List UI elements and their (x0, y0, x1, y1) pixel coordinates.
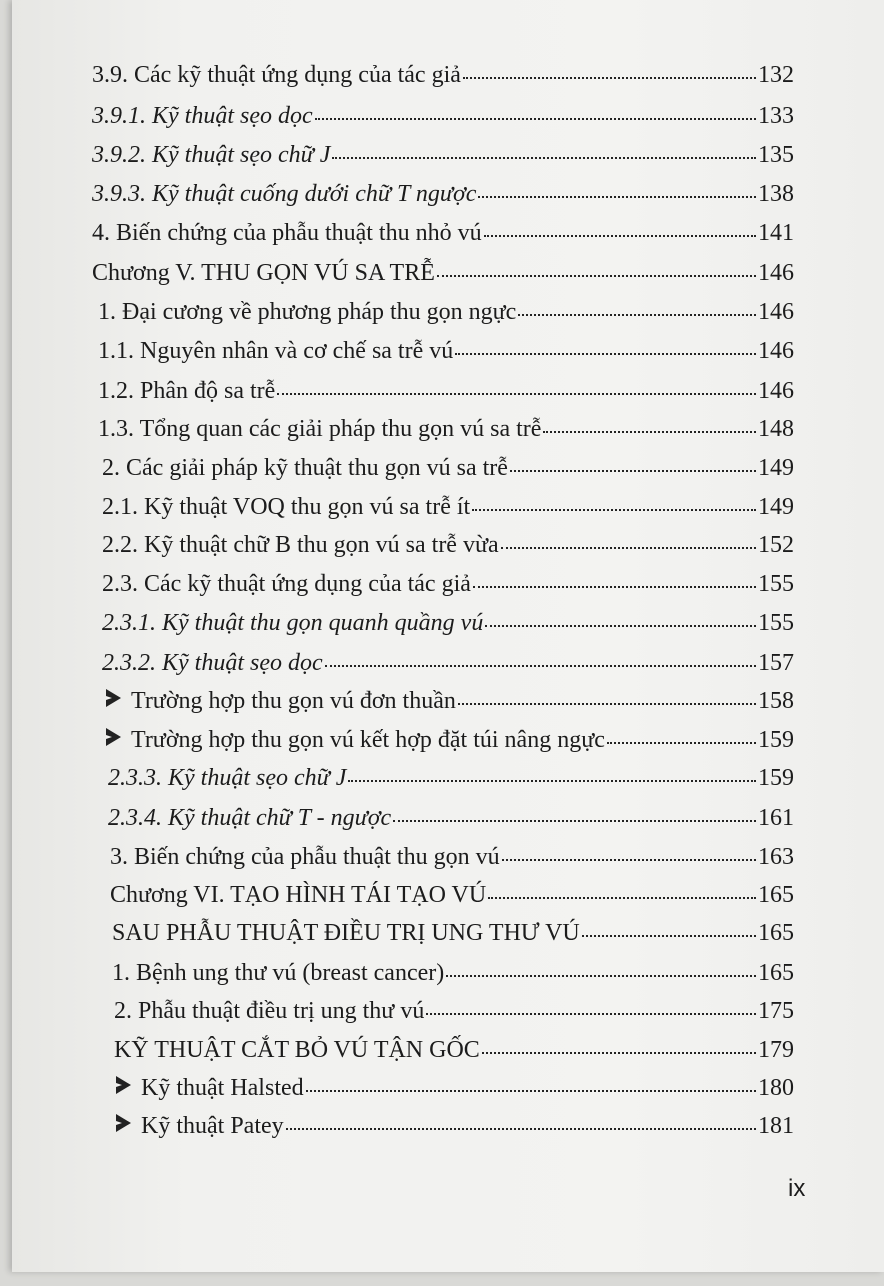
toc-page-number: 165 (758, 920, 794, 946)
toc-page-number: 149 (758, 494, 794, 520)
dot-leader (501, 545, 756, 549)
toc-entry (98, 414, 794, 444)
toc-page-number: 152 (758, 532, 794, 558)
toc-entry-title (110, 880, 486, 910)
toc-entry-text: 1. Bệnh ung thư vú (breast cancer) (112, 960, 445, 986)
toc-entry-text: 1.1. Nguyên nhân và cơ chế sa trễ vú (98, 338, 454, 364)
toc-entry (102, 492, 794, 522)
toc-page-number: 146 (758, 299, 794, 325)
toc-page-number: 159 (758, 727, 794, 753)
toc-entry-title (112, 918, 580, 948)
toc-entry (112, 958, 794, 988)
toc-entry-text: 2.2. Kỹ thuật chữ B thu gọn vú sa trễ vừa (102, 532, 499, 558)
toc-page-number: 148 (758, 416, 794, 442)
toc-entry-title (102, 453, 508, 483)
toc-entry-title (92, 60, 461, 90)
dot-leader (473, 584, 756, 588)
dot-leader (488, 895, 756, 899)
toc-page-number: 138 (758, 181, 794, 207)
toc-entry-title (102, 569, 471, 599)
toc-entry-text: 2.3.3. Kỹ thuật sẹo chữ J (108, 765, 347, 791)
toc-entry-text: 2.1. Kỹ thuật VOQ thu gọn vú sa trễ ít (102, 494, 471, 520)
toc-page-number: 159 (758, 765, 794, 791)
toc-entry-text: Kỹ thuật Halsted (141, 1075, 304, 1101)
dot-leader (437, 273, 756, 277)
toc-page-number: 181 (758, 1113, 794, 1139)
toc-entry-title (98, 297, 516, 327)
toc-page-number: 165 (758, 960, 794, 986)
page-folio: ix (788, 1175, 806, 1202)
toc-entry-title (114, 996, 424, 1026)
toc-page-number: 180 (758, 1075, 794, 1101)
toc-entry-title (102, 530, 499, 560)
toc-entry-text: Chương V. THU GỌN VÚ SA TRỄ (92, 260, 435, 286)
toc-entry (110, 880, 794, 910)
toc-page-number: 175 (758, 998, 794, 1024)
toc-entry-text: 1.3. Tổng quan các giải pháp thu gọn vú sa trễ (98, 416, 542, 442)
toc-page-number: 141 (758, 220, 794, 246)
dot-leader (463, 75, 756, 79)
arrow-bullet-icon (106, 689, 121, 707)
toc-entry (92, 179, 794, 209)
toc-entry (112, 918, 794, 948)
toc-entry-title (92, 218, 482, 248)
toc-page-number: 149 (758, 455, 794, 481)
toc-entry-title (112, 958, 444, 988)
toc-entry (92, 60, 794, 90)
toc-entry (116, 1073, 794, 1103)
dot-leader (458, 701, 756, 705)
dot-leader (485, 623, 756, 627)
toc-page-number: 135 (758, 142, 794, 168)
toc-entry (108, 803, 794, 833)
toc-entry-title (92, 179, 476, 209)
toc-entry (92, 218, 794, 248)
toc-entry-text: 2.3. Các kỹ thuật ứng dụng của tác giả (102, 571, 471, 597)
toc-entry-text: 3.9.3. Kỹ thuật cuống dưới chữ T ngược (92, 181, 477, 207)
toc-entry (102, 608, 794, 638)
dot-leader (607, 740, 756, 744)
dot-leader (484, 233, 756, 237)
toc-entry-text: 2.3.2. Kỹ thuật sẹo dọc (102, 650, 323, 676)
toc-entry (98, 376, 794, 406)
toc-entry (102, 530, 794, 560)
toc-entry (116, 1111, 794, 1141)
toc-entry-title (102, 648, 323, 678)
toc-page-number: 161 (758, 805, 794, 831)
toc-entry-title (116, 1111, 284, 1141)
toc-entry (114, 996, 794, 1026)
toc-page-number: 146 (758, 338, 794, 364)
toc-entry (102, 453, 794, 483)
toc-entry-text: 2.3.4. Kỹ thuật chữ T - ngược (108, 805, 392, 831)
dot-leader (325, 663, 756, 667)
dot-leader (518, 312, 756, 316)
toc-entry-text: Chương VI. TẠO HÌNH TÁI TẠO VÚ (110, 882, 487, 908)
toc-entry (108, 763, 794, 793)
toc-entry-text: Trường hợp thu gọn vú đơn thuần (131, 688, 456, 714)
toc-entry-title (102, 608, 483, 638)
toc-entry-title (114, 1035, 480, 1065)
toc-entry-title (116, 1073, 304, 1103)
toc-entry-text: 1.2. Phân độ sa trễ (98, 378, 276, 404)
toc-entry-title (98, 414, 541, 444)
toc-entry (106, 725, 794, 755)
toc-page-number: 163 (758, 844, 794, 870)
toc-entry (102, 569, 794, 599)
dot-leader (455, 351, 756, 355)
toc-entry-title (98, 376, 275, 406)
toc-entry (98, 297, 794, 327)
toc-entry (114, 1035, 794, 1065)
toc-entry-title (106, 725, 605, 755)
toc-page-number: 155 (758, 610, 794, 636)
toc-entry (92, 258, 794, 288)
toc-entry (98, 336, 794, 366)
toc-entry-text: 2.3.1. Kỹ thuật thu gọn quanh quầng vú (102, 610, 484, 636)
toc-entry-text: 3.9.1. Kỹ thuật sẹo dọc (92, 103, 313, 129)
dot-leader (478, 194, 756, 198)
toc-entry-title (102, 492, 470, 522)
toc-entry-text: KỸ THUẬT CẮT BỎ VÚ TẬN GỐC (114, 1037, 480, 1063)
toc-page-number: 146 (758, 378, 794, 404)
toc-page-number: 157 (758, 650, 794, 676)
arrow-bullet-icon (106, 728, 121, 746)
dot-leader (306, 1088, 756, 1092)
dot-leader (482, 1050, 756, 1054)
arrow-bullet-icon (116, 1114, 131, 1132)
toc-entry-text: 3.9.2. Kỹ thuật sẹo chữ J (92, 142, 331, 168)
dot-leader (332, 155, 756, 159)
dot-leader (426, 1011, 756, 1015)
toc-entry-title (110, 842, 500, 872)
toc-entry-title (108, 803, 391, 833)
toc-entry-title (92, 101, 313, 131)
toc-page-number: 158 (758, 688, 794, 714)
dot-leader (543, 429, 756, 433)
dot-leader (446, 973, 756, 977)
toc-page-number: 165 (758, 882, 794, 908)
toc-entry (92, 140, 794, 170)
dot-leader (315, 116, 756, 120)
dot-leader (510, 468, 756, 472)
dot-leader (348, 778, 756, 782)
dot-leader (472, 507, 756, 511)
toc-page-number: 179 (758, 1037, 794, 1063)
toc-entry-title (92, 258, 435, 288)
toc-entry-title (98, 336, 453, 366)
toc-entry-title (106, 686, 456, 716)
toc-entry-text: Trường hợp thu gọn vú kết hợp đặt túi nâng ngực (131, 727, 605, 753)
toc-page-number: 132 (758, 62, 794, 88)
dot-leader (393, 818, 756, 822)
dot-leader (502, 857, 756, 861)
toc-entry-text: 2. Các giải pháp kỹ thuật thu gọn vú sa trễ (102, 455, 508, 481)
toc-page-number: 133 (758, 103, 794, 129)
toc-page-number: 146 (758, 260, 794, 286)
toc-entry-text: SAU PHẪU THUẬT ĐIỀU TRỊ UNG THƯ VÚ (112, 920, 580, 946)
toc-entry-text: Kỹ thuật Patey (141, 1113, 284, 1139)
arrow-bullet-icon (116, 1076, 131, 1094)
toc-entry (102, 648, 794, 678)
toc-entry (110, 842, 794, 872)
dot-leader (286, 1126, 756, 1130)
toc-entry (106, 686, 794, 716)
toc-entry (92, 101, 794, 131)
toc-entry-text: 2. Phẫu thuật điều trị ung thư vú (114, 998, 425, 1024)
book-page (12, 0, 884, 1272)
dot-leader (277, 391, 756, 395)
toc-page-number: 155 (758, 571, 794, 597)
dot-leader (582, 933, 756, 937)
toc-entry-text: 3.9. Các kỹ thuật ứng dụng của tác giả (92, 62, 461, 88)
toc-entry-text: 3. Biến chứng của phẫu thuật thu gọn vú (110, 844, 500, 870)
toc-entry-title (92, 140, 330, 170)
toc-entry-title (108, 763, 346, 793)
toc-entry-text: 1. Đại cương về phương pháp thu gọn ngực (98, 299, 517, 325)
toc-entry-text: 4. Biến chứng của phẫu thuật thu nhỏ vú (92, 220, 482, 246)
